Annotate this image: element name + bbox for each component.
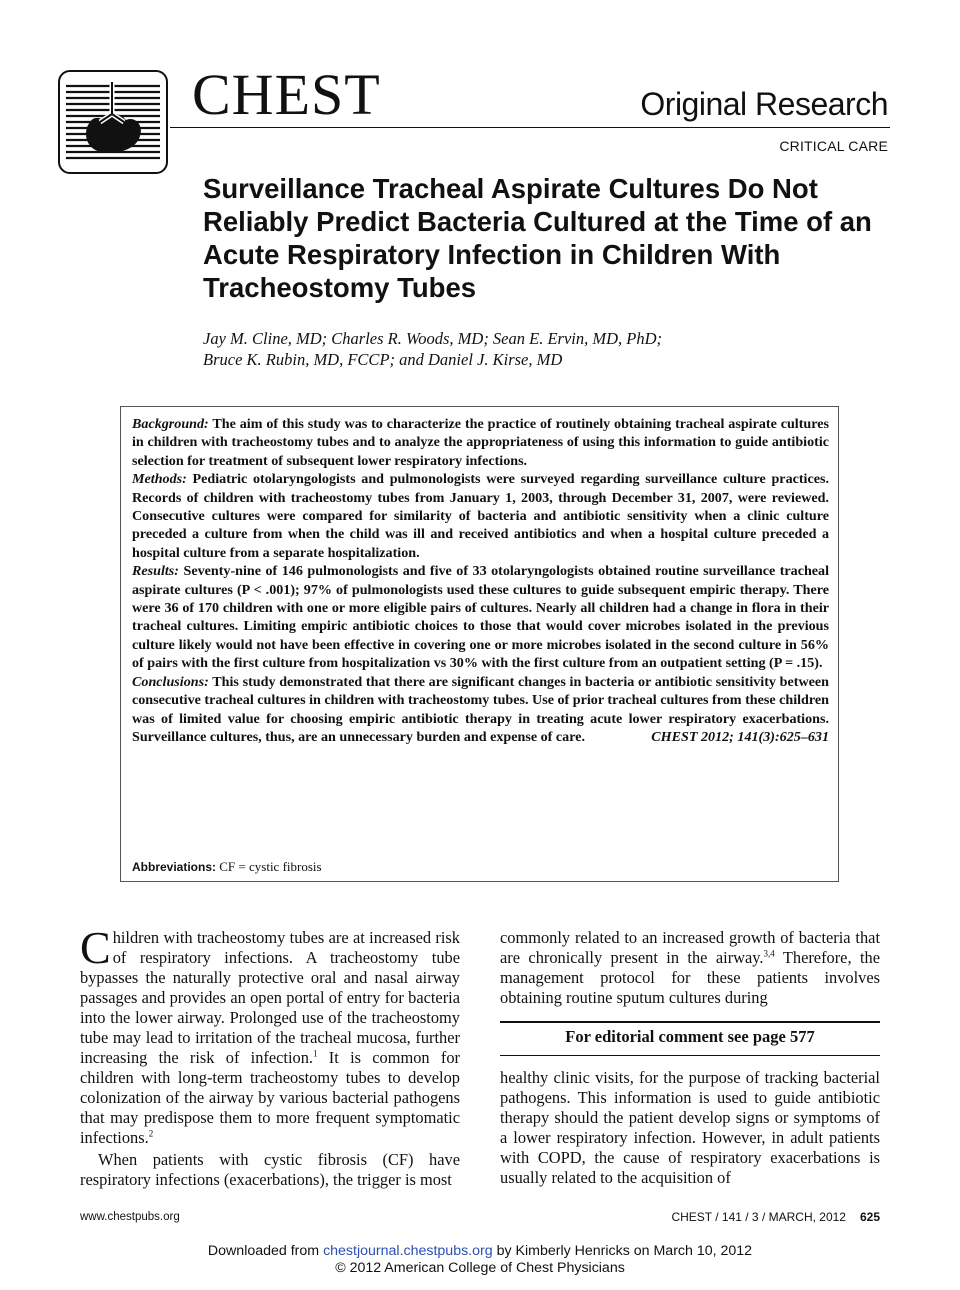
background-text: The aim of this study was to characterize the practice of routinely obtaining tracheal aspirate cultures in children with tracheostomy tubes and to analyze the appropriateness of using this information to guide antibiotic selection for treatment of subsequent lower respiratory infections.	[132, 416, 829, 469]
right-paragraph-top	[500, 928, 880, 1008]
article-type: Original Research	[640, 86, 888, 122]
right-top-text-b: Therefore, the management protocol for these patients involves obtaining routine sputum cultures during	[500, 948, 880, 1007]
p1-text-a: hildren with tracheostomy tubes are at increased risk of respiratory infections. A tracheostomy tube bypasses the naturally protective oral and nasal airway passages and provides an open portal of entry for bacteria into the lower airway. Prolonged use of the tracheostomy tube may lead to irritation of the tracheal mucosa, further increasing the risk of infection.	[80, 928, 460, 1067]
results-text: Seventy-nine of 146 pulmonologists and five of 33 otolaryngologists obtained routine surveillance tracheal aspirate cultures (P < .001); 97% of pulmonologists used these cultures to guide subsequent empiric therapy. There were 36 of 170 children with one or more eligible pairs of cultures. Nearly all children had a change in flora in their tracheal cultures. Limiting empiric antibiotic choices to those that would cover microbes isolated in the previous culture likely would not have been effective in covering one or more microbes isolated in the second culture in 56% of pairs with the first culture from hospitalization vs 30% with the first culture from an outpatient setting (P = .15).	[132, 563, 830, 672]
p1-text-b: It is common for children with long-term tracheostomy tubes to develop colonization of the airway by various bacterial pathogens that may predispose them to more frequent symptomatic infections.	[80, 1048, 460, 1147]
right-top-text-a: commonly related to an increased growth of bacteria that are chronically present in the airway.	[500, 928, 880, 967]
results-label: Results:	[132, 563, 179, 580]
abstract-conclusions	[132, 673, 829, 747]
download-notice	[0, 1243, 960, 1277]
download-line	[0, 1243, 960, 1260]
methods-label: Methods:	[132, 471, 187, 488]
download-link[interactable]: chestjournal.chestpubs.org	[323, 1243, 493, 1259]
conclusions-label: Conclusions:	[132, 673, 209, 690]
abbreviations-label: Abbreviations:	[132, 860, 217, 874]
download-suffix: by Kimberly Henricks on March 10, 2012	[492, 1243, 753, 1259]
header-rule	[170, 127, 890, 128]
abbreviations	[132, 859, 322, 875]
editorial-rule-top	[500, 1021, 880, 1023]
drop-cap: C	[80, 922, 111, 973]
footer-issue: CHEST / 141 / 3 / MARCH, 2012	[671, 1210, 846, 1224]
body-right-column-bottom	[500, 1068, 880, 1188]
abstract-results	[132, 562, 829, 672]
authors-line-2: Bruce K. Rubin, MD, FCCP; and Daniel J. Kirse, MD	[203, 350, 563, 369]
authors-line-1: Jay M. Cline, MD; Charles R. Woods, MD; Sean E. Ervin, MD, PhD;	[203, 329, 663, 348]
journal-name: CHEST	[192, 62, 381, 127]
copyright-line: © 2012 American College of Chest Physicians	[335, 1260, 625, 1276]
body-paragraph-2: When patients with cystic fibrosis (CF) have respiratory infections (exacerbations), the trigger is most	[80, 1150, 460, 1189]
ref-2[interactable]: 2	[148, 1128, 154, 1139]
abstract-body	[132, 415, 829, 746]
methods-text: Pediatric otolaryngologists and pulmonologists were surveyed regarding surveillance culture practices. Records of children with tracheostomy tubes from January 1, 2003, through December 31, 2007, were reviewed. Consecutive cultures were compared for similarity of bacteria and antibiotic sensitivity when a clinic culture preceded a culture from when the child was ill and received antibiotics and when a hospital culture preceded a hospital culture from a separate hospitalization.	[132, 471, 829, 561]
lungs-logo-icon	[60, 72, 166, 172]
download-prefix: Downloaded from	[207, 1243, 324, 1259]
section-label: CRITICAL CARE	[779, 138, 888, 154]
ref-3-4[interactable]: 3,4	[763, 948, 775, 959]
editorial-comment-note[interactable]: For editorial comment see page 577	[565, 1027, 815, 1046]
article-title: Surveillance Tracheal Aspirate Cultures Do Not Reliably Predict Bacteria Cultured at the Time of an Acute Respiratory Infection in Children With Tracheostomy Tubes	[203, 173, 872, 303]
conclusions-text: This study demonstrated that there are significant changes in bacteria or antibiotic sensitivity between consecutive tracheal cultures in children with tracheostomy tubes. Use of prior tracheal cultures from these children was of limited value for choosing empiric antibiotic therapy in treating acute lower respiratory exacerbations. Surveillance cultures, thus, are an unnecessary burden and expense of care.	[132, 673, 829, 745]
background-label: Background:	[132, 416, 209, 432]
body-paragraph-1	[80, 922, 460, 1148]
citation: CHEST 2012; 141(3):625–631	[651, 728, 829, 745]
abstract-methods	[132, 470, 829, 562]
abstract-background	[132, 415, 829, 470]
ref-1[interactable]: 1	[313, 1048, 318, 1059]
abstract-box	[120, 406, 839, 882]
body-left-column	[80, 922, 460, 1190]
abbreviations-text: CF = cystic fibrosis	[219, 859, 322, 874]
right-paragraph-bottom: healthy clinic visits, for the purpose of tracking bacterial pathogens. This information is used to guide antibiotic therapy should the patient develop signs or symptoms of a lower respiratory infection. However, in adult patients with COPD, the cause of respiratory exacerbations is usually related to the acquisition of	[500, 1068, 880, 1187]
journal-logo	[58, 70, 168, 174]
footer-issue-info	[671, 1210, 880, 1224]
page-number: 625	[859, 1210, 880, 1224]
footer-website[interactable]: www.chestpubs.org	[80, 1211, 180, 1223]
editorial-rule-bottom	[500, 1055, 880, 1056]
author-list	[203, 328, 763, 370]
body-right-column-top	[500, 928, 880, 1008]
